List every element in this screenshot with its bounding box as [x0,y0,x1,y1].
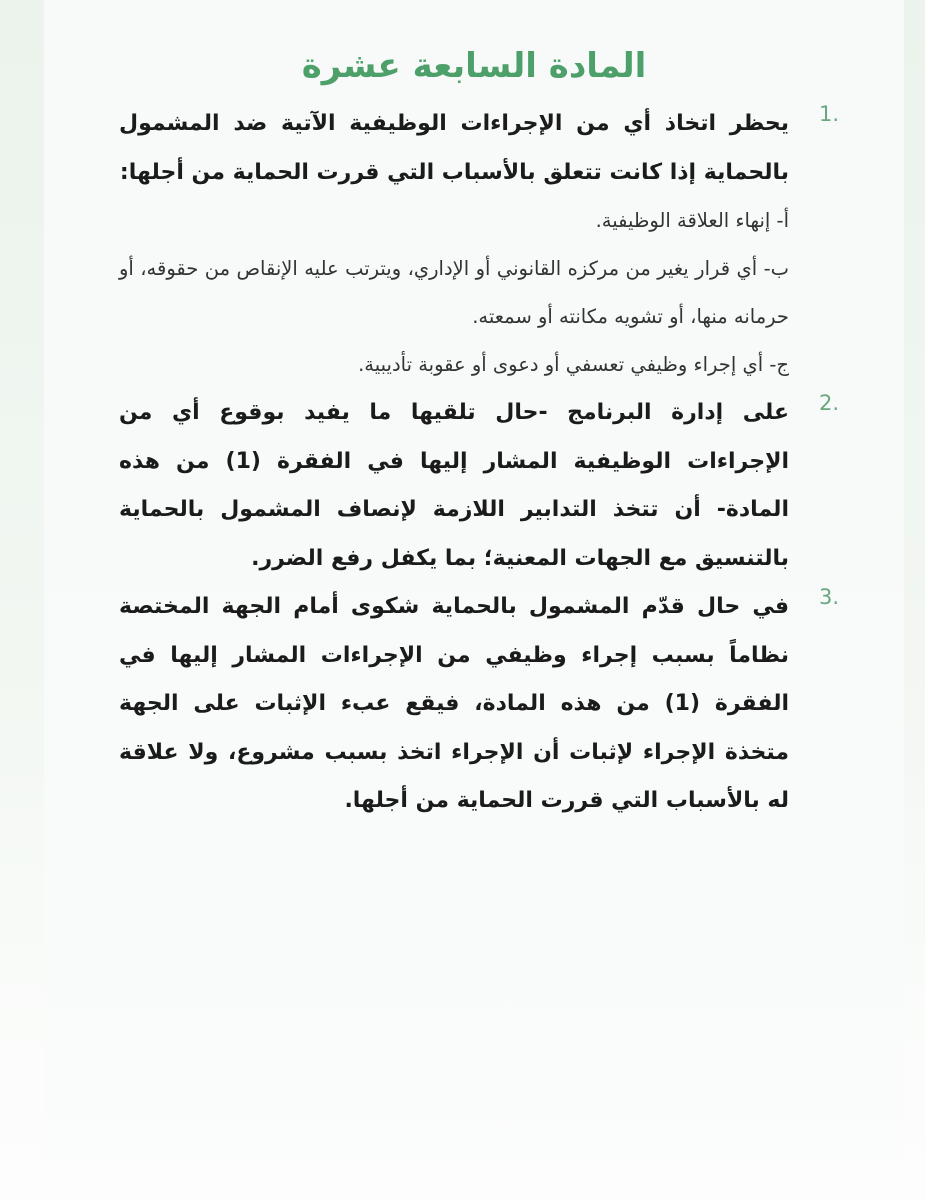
subitem-b: ب- أي قرار يغير من مركزه القانوني أو الإداري، ويترتب عليه الإنقاص من حقوقه، أو حرمانه منها، أو تشويه مكانته أو سمعته. [119,257,789,328]
article-item-1 [119,100,839,389]
article-body [119,100,839,826]
article-item-3 [119,583,839,826]
article-item-2 [119,389,839,583]
item-number: 2. [818,391,839,415]
item-text: يحظر اتخاذ أي من الإجراءات الوظيفية الآتية ضد المشمول بالحماية إذا كانت تتعلق بالأسباب التي قررت الحماية من أجلها: [119,111,789,185]
item-text: في حال قدّم المشمول بالحماية شكوى أمام الجهة المختصة نظاماً بسبب إجراء وظيفي من الإجراءات المشار إليها في الفقرة (1) من هذه المادة، فيقع عبء الإثبات على الجهة متخذة الإجراء لإثبات أن الإجراء اتخذ بسبب مشروع، ولا علاقة له بالأسباب التي قررت الحماية من أجلها. [119,594,789,813]
document-page [44,0,904,1200]
item-number: 1. [818,102,839,126]
subitem-c: ج- أي إجراء وظيفي تعسفي أو دعوى أو عقوبة تأديبية. [358,353,789,376]
subitem-a: أ- إنهاء العلاقة الوظيفية. [595,209,789,232]
article-title: المادة السابعة عشرة [301,46,647,86]
item-number: 3. [818,585,839,609]
item-text: على إدارة البرنامج -حال تلقيها ما يفيد بوقوع أي من الإجراءات الوظيفية المشار إليها في الفقرة (1) من هذه المادة- أن تتخذ التدابير اللازمة لإنصاف المشمول بالحماية بالتنسيق مع الجهات المعنية؛ بما يكفل رفع الضرر. [119,400,789,571]
